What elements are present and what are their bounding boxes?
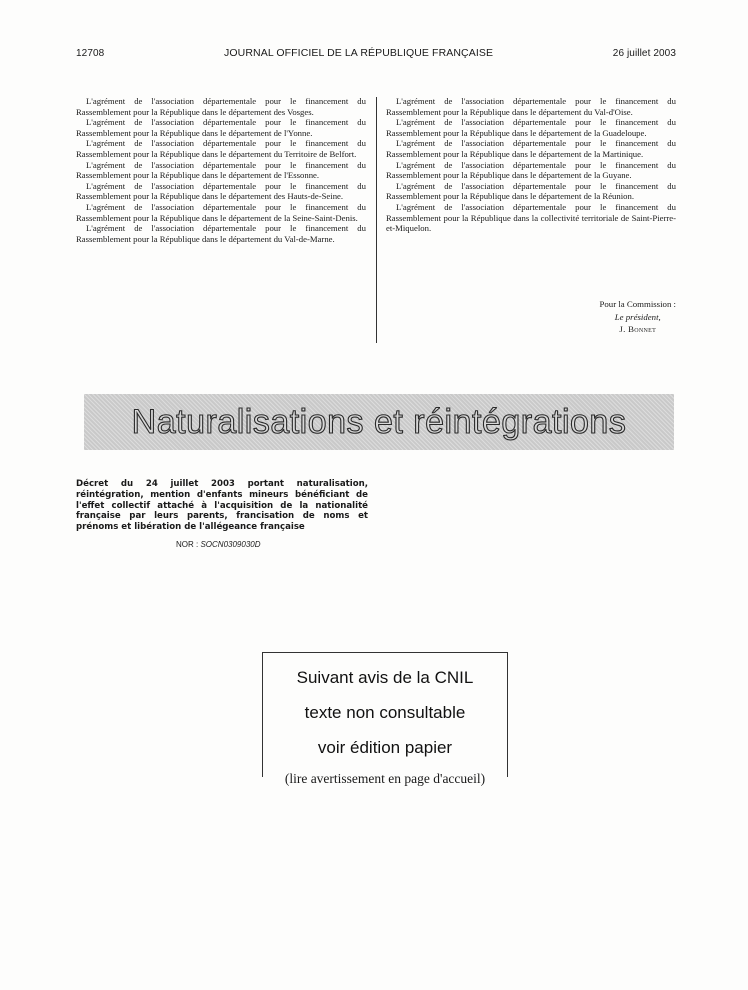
paragraph: L'agrément de l'association départementale pour le financement du Rassemblement pour la République dans le département des Hauts-de-Seine. bbox=[76, 180, 366, 202]
nor-label: NOR : bbox=[176, 540, 201, 549]
column-divider bbox=[376, 97, 377, 343]
page-header bbox=[76, 47, 676, 59]
paragraph: L'agrément de l'association départementale pour le financement du Rassemblement pour la République dans le département des Vosges. bbox=[76, 96, 366, 117]
decree-title: Décret du 24 juillet 2003 portant naturalisation, réintégration, mention d'enfants mineurs bénéficiant de l'effet collectif attaché à l'acquisition de la nationalité française par leurs parents, francisation de noms et prénoms et libération de l'allégeance française bbox=[76, 479, 368, 533]
signature-commission: Pour la Commission : bbox=[599, 299, 676, 309]
section-banner bbox=[84, 394, 674, 450]
notice-warning: (lire avertissement en page d'accueil) bbox=[284, 771, 486, 786]
signature-surname: Bonnet bbox=[628, 324, 657, 334]
nor-code: SOCN0309030D bbox=[200, 540, 261, 549]
signature-role: Le président, bbox=[614, 311, 661, 322]
paragraph: L'agrément de l'association départementale pour le financement du Rassemblement pour la République dans le département de la Réunion. bbox=[386, 180, 676, 202]
signature-block bbox=[600, 298, 677, 336]
notice-line-1: Suivant avis de la CNIL bbox=[296, 668, 474, 687]
notice-line-2: texte non consultable bbox=[304, 703, 466, 722]
paragraph: L'agrément de l'association départementale pour le financement du Rassemblement pour la République dans le département de la Martinique. bbox=[386, 138, 676, 159]
cnil-notice-box bbox=[262, 652, 508, 786]
signature-initial: J. bbox=[619, 324, 629, 334]
section-title: Naturalisations et réintégrations bbox=[131, 402, 627, 441]
left-column bbox=[76, 96, 366, 244]
journal-title: JOURNAL OFFICIEL DE LA RÉPUBLIQUE FRANÇAISE bbox=[224, 47, 494, 59]
paragraph: L'agrément de l'association départementale pour le financement du Rassemblement pour la République dans le département de la Seine-Saint-Denis. bbox=[76, 201, 366, 223]
notice-line-3: voir édition papier bbox=[317, 738, 453, 757]
paragraph: L'agrément de l'association départementale pour le financement du Rassemblement pour la République dans le département du Val-d'Oise. bbox=[386, 96, 676, 117]
paragraph: L'agrément de l'association départementale pour le financement du Rassemblement pour la République dans le département de l'Essonne. bbox=[76, 159, 366, 181]
publication-date: 26 juillet 2003 bbox=[612, 48, 676, 59]
signature-name bbox=[600, 323, 677, 336]
paragraph: L'agrément de l'association départementale pour le financement du Rassemblement pour la République dans la collectivité territoriale de Saint-Pierre-et-Miquelon. bbox=[386, 201, 676, 234]
paragraph: L'agrément de l'association départementale pour le financement du Rassemblement pour la République dans le département de la Guyane. bbox=[386, 159, 676, 181]
paragraph: L'agrément de l'association départementale pour le financement du Rassemblement pour la République dans le département du Territoire de Belfort. bbox=[76, 138, 366, 159]
paragraph: L'agrément de l'association départementale pour le financement du Rassemblement pour la République dans le département de la Guadeloupe. bbox=[386, 117, 676, 138]
nor-reference bbox=[176, 540, 261, 549]
page-number: 12708 bbox=[76, 48, 105, 59]
paragraph: L'agrément de l'association départementale pour le financement du Rassemblement pour la République dans le département du Val-de-Marne. bbox=[76, 223, 366, 244]
right-column bbox=[386, 96, 676, 234]
paragraph: L'agrément de l'association départementale pour le financement du Rassemblement pour la République dans le département de l'Yonne. bbox=[76, 117, 366, 138]
